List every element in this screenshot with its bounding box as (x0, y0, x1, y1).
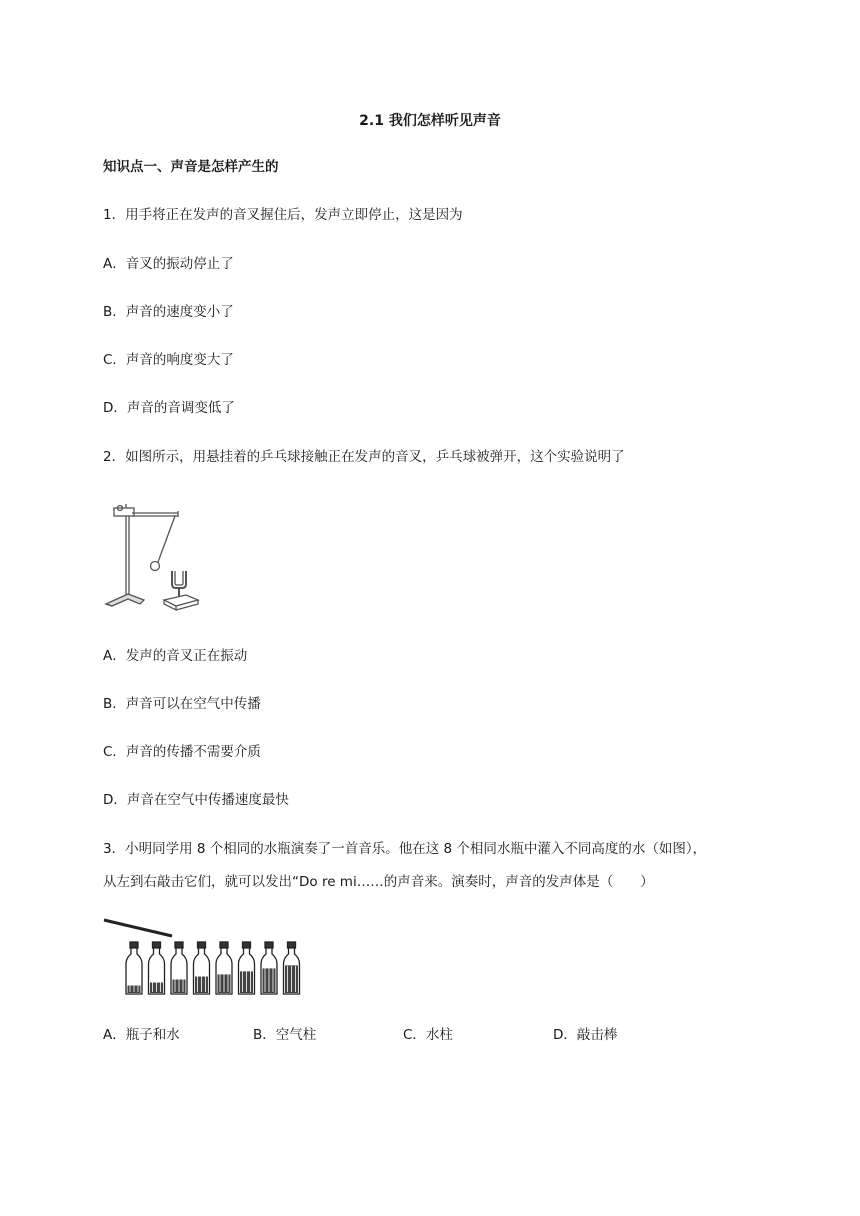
water-bottle (194, 942, 210, 994)
question-1-option-c: C．声音的响度变大了 (103, 352, 234, 368)
question-3-option-d: D．敲击棒 (553, 1027, 618, 1043)
question-1-option-d: D．声音的音调变低了 (103, 400, 235, 416)
water-bottles-figure (102, 914, 308, 998)
question-3-option-b: B．空气柱 (253, 1027, 317, 1043)
question-2-option-b: B．声音可以在空气中传播 (103, 696, 261, 712)
question-2-option-a: A．发声的音叉正在振动 (103, 648, 248, 664)
water-bottle (149, 942, 165, 994)
section-heading: 知识点一、声音是怎样产生的 (103, 159, 279, 175)
water-bottle (171, 942, 187, 994)
water-bottle (216, 942, 232, 994)
question-3-option-a: A．瓶子和水 (103, 1027, 180, 1043)
question-3-stem-line-1: 3．小明同学用 8 个相同的水瓶演奏了一首音乐。他在这 8 个相同水瓶中灌入不同高度的水（如图）， (103, 841, 707, 857)
question-1-option-a: A．音叉的振动停止了 (103, 256, 234, 272)
question-1-stem: 1．用手将正在发声的音叉握住后，发声立即停止，这是因为 (103, 207, 463, 223)
water-bottle (126, 942, 142, 994)
page-title: 2.1 我们怎样听见声音 (359, 113, 501, 129)
question-3-stem-line-2: 从左到右敲击它们，就可以发出“Do re mi……的声音来。演奏时，声音的发声体是（ ） (103, 874, 654, 890)
question-1-option-b: B．声音的速度变小了 (103, 304, 234, 320)
water-bottle (239, 942, 255, 994)
question-2-stem: 2．如图所示，用悬挂着的乒乓球接触正在发声的音叉，乒乓球被弹开，这个实验说明了 (103, 449, 625, 465)
question-3-option-c: C．水柱 (403, 1027, 453, 1043)
water-bottle (261, 942, 277, 994)
tuning-fork-figure (102, 496, 202, 614)
question-2-option-d: D．声音在空气中传播速度最快 (103, 792, 289, 808)
water-bottle (284, 942, 300, 994)
question-2-option-c: C．声音的传播不需要介质 (103, 744, 261, 760)
